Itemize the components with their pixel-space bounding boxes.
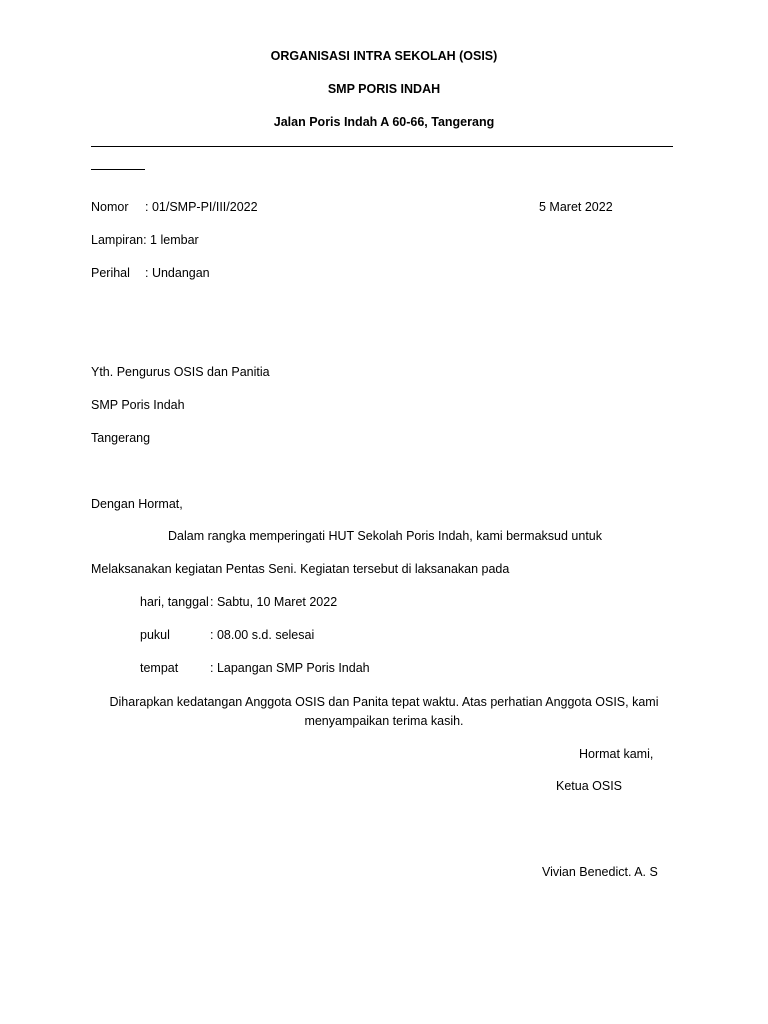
recipient-line-2: SMP Poris Indah: [91, 398, 185, 412]
lampiran: Lampiran: 1 lembar: [91, 233, 199, 247]
perihal-value: : Undangan: [145, 266, 210, 280]
regards: Hormat kami,: [579, 747, 654, 761]
nomor-label: Nomor: [91, 200, 129, 214]
recipient-line-3: Tangerang: [91, 431, 151, 445]
detail-value: : 08.00 s.d. selesai: [210, 628, 315, 642]
body-paragraph-line-2: Melaksanakan kegiatan Pentas Seni. Kegiatan tersebut di laksanakan pada: [91, 562, 510, 576]
detail-label: hari, tanggal: [140, 595, 209, 609]
signer-name: Vivian Benedict. A. S: [542, 865, 658, 879]
detail-label: pukul: [140, 628, 170, 642]
detail-value: : Sabtu, 10 Maret 2022: [210, 595, 338, 609]
perihal-label: Perihal: [91, 266, 130, 280]
detail-label: tempat: [140, 661, 179, 675]
signer-title: Ketua OSIS: [556, 779, 623, 793]
body-paragraph-line-1: Dalam rangka memperingati HUT Sekolah Poris Indah, kami bermaksud untuk: [168, 529, 602, 543]
detail-value: : Lapangan SMP Poris Indah: [210, 661, 370, 675]
closing-line-2: menyampaikan terima kasih.: [304, 714, 464, 728]
recipient-line-1: Yth. Pengurus OSIS dan Panitia: [91, 365, 270, 379]
header-divider: [91, 146, 673, 147]
closing-line-1: Diharapkan kedatangan Anggota OSIS dan Panita tepat waktu. Atas perhatian Anggota OSIS, kami: [109, 695, 659, 709]
header-divider-tail: [91, 169, 145, 170]
letterhead-address: Jalan Poris Indah A 60-66, Tangerang: [273, 115, 495, 129]
letter-date: 5 Maret 2022: [539, 200, 613, 214]
greeting: Dengan Hormat,: [91, 497, 183, 511]
letterhead-school: SMP PORIS INDAH: [327, 82, 441, 96]
letterhead-org: ORGANISASI INTRA SEKOLAH (OSIS): [270, 49, 498, 63]
nomor-value: : 01/SMP-PI/III/2022: [145, 200, 258, 214]
